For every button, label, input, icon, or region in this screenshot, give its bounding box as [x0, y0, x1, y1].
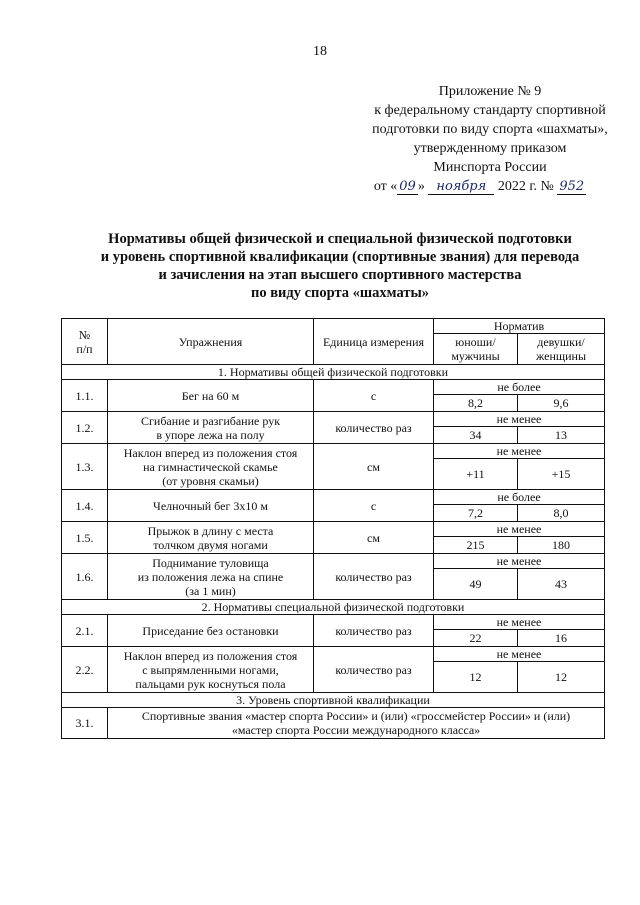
- condition-cell: не менее: [434, 412, 605, 427]
- norms-table: [61, 318, 605, 739]
- table-row: [62, 490, 605, 505]
- girls-value: +15: [518, 459, 605, 490]
- exercise-name: Бег на 60 м: [108, 380, 314, 412]
- section-title: 1. Нормативы общей физической подготовки: [62, 365, 605, 380]
- section-row: [62, 693, 605, 708]
- boys-value: 12: [434, 662, 518, 693]
- header-unit: Единица измерения: [314, 319, 434, 365]
- row-number: 1.2.: [62, 412, 108, 444]
- exercise-name: Челночный бег 3x10 м: [108, 490, 314, 522]
- condition-cell: не более: [434, 490, 605, 505]
- appendix-line: подготовки по виду спорта «шахматы»,: [372, 122, 608, 137]
- header-norm: Норматив: [434, 319, 605, 334]
- table-row: [62, 380, 605, 395]
- boys-value: 7,2: [434, 505, 518, 522]
- girls-value: 9,6: [518, 395, 605, 412]
- unit-cell: количество раз: [314, 615, 434, 647]
- qualification-text: Спортивные звания «мастер спорта России» и (или) «гроссмейстер России» и (или) «мастер спорта России международного класса»: [108, 708, 605, 739]
- title-line: Нормативы общей физической и специальной физической подготовки: [108, 231, 572, 247]
- appendix-line: Минспорта России: [433, 160, 547, 175]
- row-number: 2.1.: [62, 615, 108, 647]
- boys-value: 215: [434, 537, 518, 554]
- row-number: 3.1.: [62, 708, 108, 739]
- girls-value: 180: [518, 537, 605, 554]
- title-line: и зачисления на этап высшего спортивного мастерства: [158, 267, 522, 283]
- unit-cell: количество раз: [314, 412, 434, 444]
- table-row: [62, 615, 605, 630]
- boys-value: 22: [434, 630, 518, 647]
- row-number: 1.1.: [62, 380, 108, 412]
- condition-cell: не менее: [434, 554, 605, 569]
- row-number: 1.6.: [62, 554, 108, 600]
- appendix-line: к федеральному стандарту спортивной: [374, 103, 606, 118]
- girls-value: 13: [518, 427, 605, 444]
- table-row: [62, 554, 605, 569]
- appendix-line: утвержденному приказом: [413, 141, 567, 156]
- unit-cell: с: [314, 490, 434, 522]
- boys-value: 49: [434, 569, 518, 600]
- girls-value: 8,0: [518, 505, 605, 522]
- row-number: 2.2.: [62, 647, 108, 693]
- document-title: [60, 230, 620, 302]
- row-number: 1.5.: [62, 522, 108, 554]
- row-number: 1.4.: [62, 490, 108, 522]
- condition-cell: не менее: [434, 647, 605, 662]
- unit-cell: количество раз: [314, 554, 434, 600]
- condition-cell: не менее: [434, 615, 605, 630]
- norms-table-body: [62, 319, 605, 739]
- table-row: [62, 522, 605, 537]
- date-day: 09: [399, 179, 416, 194]
- date-mid: »: [417, 179, 425, 194]
- unit-cell: см: [314, 444, 434, 490]
- table-row: [62, 412, 605, 427]
- unit-cell: количество раз: [314, 647, 434, 693]
- boys-value: 34: [434, 427, 518, 444]
- appendix-title: Приложение № 9: [438, 84, 542, 99]
- table-row: [62, 647, 605, 662]
- condition-cell: не менее: [434, 522, 605, 537]
- section-row: [62, 600, 605, 615]
- section-row: [62, 365, 605, 380]
- exercise-name: Сгибание и разгибание рук в упоре лежа на полу: [108, 412, 314, 444]
- boys-value: 8,2: [434, 395, 518, 412]
- unit-cell: см: [314, 522, 434, 554]
- table-row: [62, 444, 605, 459]
- title-line: и уровень спортивной квалификации (спортивные звания) для перевода: [100, 249, 580, 265]
- header-num: № п/п: [62, 319, 108, 365]
- section-title: 2. Нормативы специальной физической подготовки: [62, 600, 605, 615]
- section-title: 3. Уровень спортивной квалификации: [62, 693, 605, 708]
- exercise-name: Наклон вперед из положения стоя с выпрямленными ногами, пальцами рук коснуться пола: [108, 647, 314, 693]
- date-year: 2022 г. №: [497, 179, 554, 194]
- exercise-name: Прыжок в длину с места толчком двумя ногами: [108, 522, 314, 554]
- header-exercise: Упражнения: [108, 319, 314, 365]
- order-number: 952: [559, 179, 585, 194]
- exercise-name: Наклон вперед из положения стоя на гимнастической скамье (от уровня скамьи): [108, 444, 314, 490]
- boys-value: +11: [434, 459, 518, 490]
- date-month: ноября: [428, 180, 494, 195]
- header-row: [62, 319, 605, 334]
- date-prefix: от «: [373, 179, 398, 194]
- exercise-name: Приседание без остановки: [108, 615, 314, 647]
- header-boys: юноши/ мужчины: [434, 334, 518, 365]
- header-girls: девушки/ женщины: [518, 334, 605, 365]
- girls-value: 43: [518, 569, 605, 600]
- girls-value: 16: [518, 630, 605, 647]
- unit-cell: с: [314, 380, 434, 412]
- order-date-line: [320, 177, 640, 196]
- table-row: [62, 708, 605, 739]
- exercise-name: Поднимание туловища из положения лежа на спине (за 1 мин): [108, 554, 314, 600]
- title-line: по виду спорта «шахматы»: [250, 285, 430, 301]
- page-number: 18: [313, 44, 327, 59]
- condition-cell: не менее: [434, 444, 605, 459]
- girls-value: 12: [518, 662, 605, 693]
- condition-cell: не более: [434, 380, 605, 395]
- row-number: 1.3.: [62, 444, 108, 490]
- appendix-block: [340, 82, 640, 196]
